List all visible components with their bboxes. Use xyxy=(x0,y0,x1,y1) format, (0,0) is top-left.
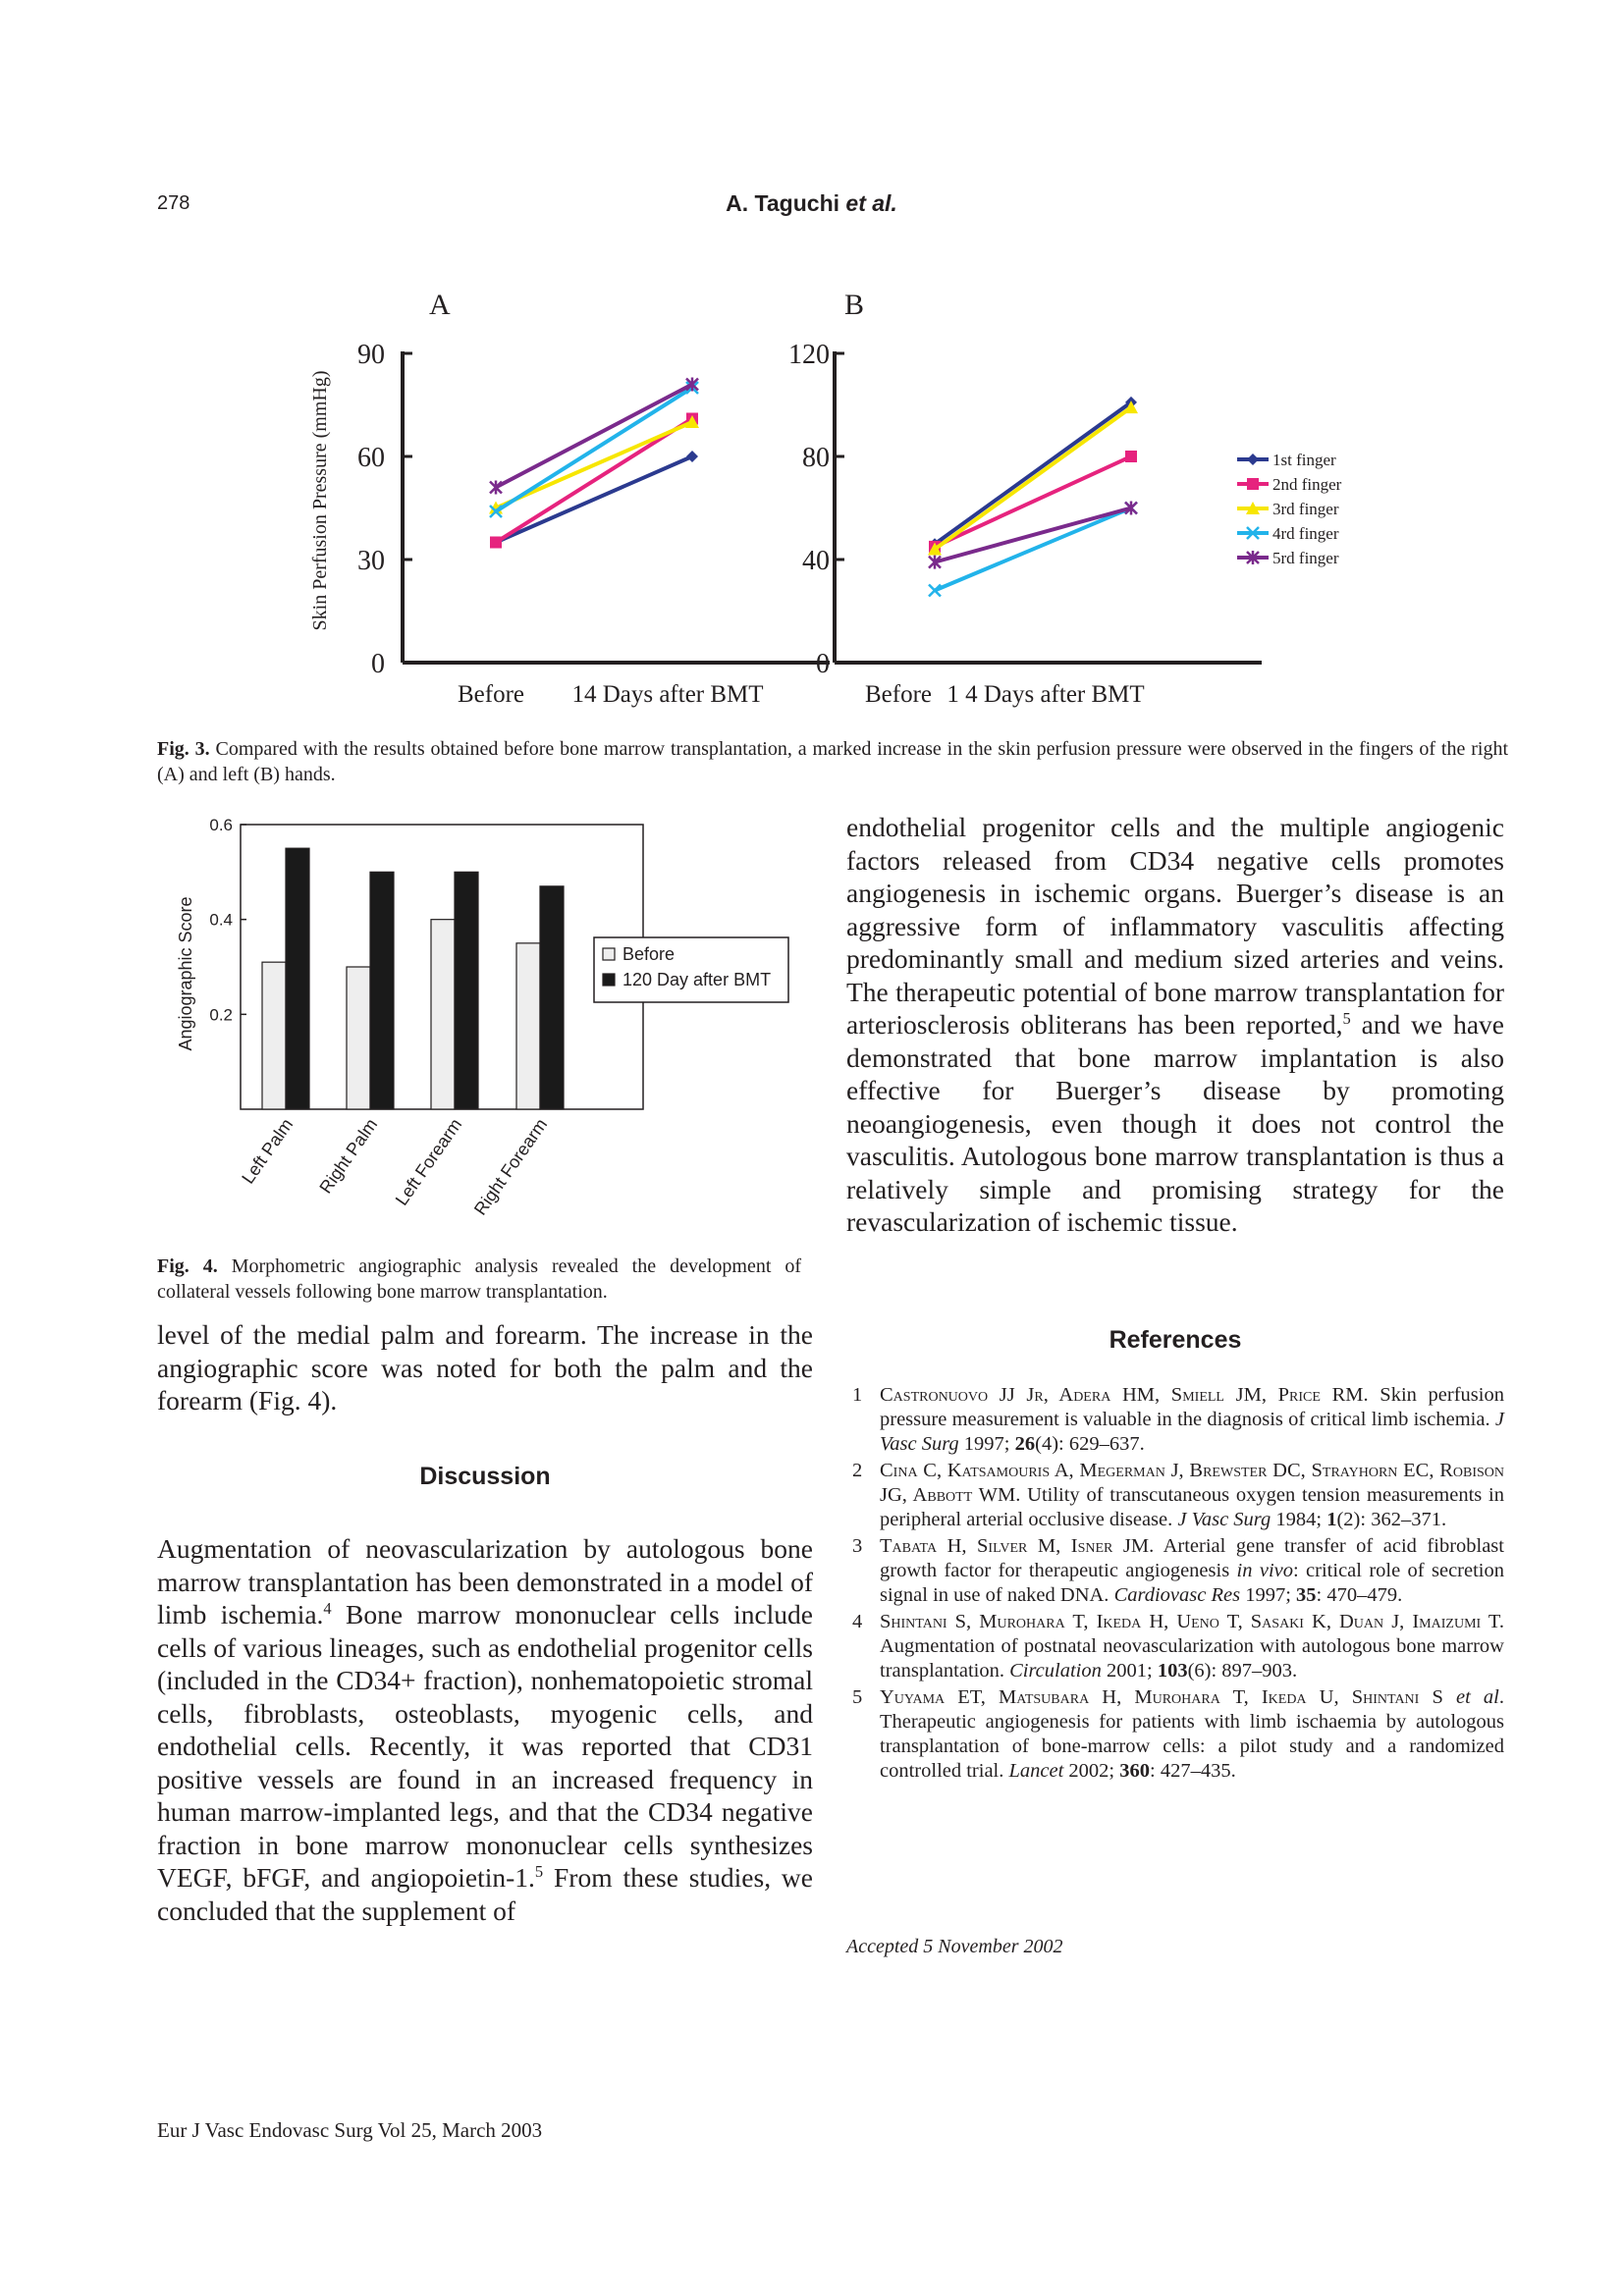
reference-pages: (6): 897–903. xyxy=(1187,1660,1298,1682)
right-text-1: endothelial progenitor cells and the multiple angiogenic factors released from CD34 negative cells promotes angiogenesis in ischemic organs. Buerger’s disease is an aggressive form of inflammatory vasculitis affecting predominantly small and medium sized arteries and veins. The therapeutic potential of bone marrow transplantation for arteriosclerosis obliterans has been reported, xyxy=(846,812,1504,1040)
legend-marker xyxy=(1247,454,1259,465)
reference-journal: Lancet xyxy=(1008,1760,1064,1782)
body-paragraph-results-end: level of the medial palm and forearm. The increase in the angiographic score was noted for both the palm and the forearm (Fig. 4). xyxy=(157,1319,813,1415)
y-tick-label: 120 xyxy=(788,340,830,370)
reference-item xyxy=(852,1383,1504,1457)
reference-volume: 26 xyxy=(1014,1433,1036,1455)
x-category-label: Before xyxy=(457,681,525,708)
reference-title: Augmentation of postnatal neovascularization with autologous bone marrow transplantation. xyxy=(880,1635,1504,1682)
reference-journal: J Vasc Surg xyxy=(880,1409,1504,1455)
discussion-text-1: Augmentation of neovascularization by autologous bone marrow transplantation has been demonstrated in a model of limb ischemia. xyxy=(157,1533,813,1629)
reference-pages: : 427–435. xyxy=(1150,1760,1236,1782)
legend-label: 3rd finger xyxy=(1272,500,1339,518)
reference-title: : critical role of secretion signal in use of naked DNA. xyxy=(880,1560,1504,1606)
legend-marker xyxy=(1247,478,1259,490)
legend-label: 1st finger xyxy=(1272,451,1336,469)
reference-year: 2001; xyxy=(1101,1660,1158,1682)
reference-year: 1997; xyxy=(1240,1584,1297,1606)
accepted-date: Accepted 5 November 2002 xyxy=(846,1936,1063,1957)
reference-item xyxy=(852,1685,1504,1784)
data-point-marker xyxy=(1125,451,1137,462)
fig3-legend xyxy=(1237,451,1342,567)
reference-journal: J Vasc Surg xyxy=(1177,1509,1271,1530)
y-tick-label: 0.6 xyxy=(209,816,233,834)
reference-number: 5 xyxy=(852,1686,863,1708)
figure-3-caption xyxy=(157,736,1508,787)
reference-authors: Cina C, Katsamouris A, Megerman J, Brewster DC, Strayhorn EC, Robison JG, Abbott WM. xyxy=(880,1460,1504,1506)
journal-footer: Eur J Vasc Endovasc Surg Vol 25, March 2003 xyxy=(157,2118,543,2142)
y-tick-label: 40 xyxy=(802,546,830,576)
fig4-plot xyxy=(209,816,643,1219)
reference-title-italic: in vivo xyxy=(1236,1560,1293,1581)
series-line xyxy=(935,402,1131,544)
page-number: 278 xyxy=(157,192,190,214)
reference-number: 2 xyxy=(852,1460,863,1481)
bar xyxy=(370,872,394,1109)
legend-swatch xyxy=(603,974,615,986)
reference-volume: 360 xyxy=(1119,1760,1150,1782)
reference-etal: et al xyxy=(1442,1686,1499,1708)
reference-item xyxy=(852,1459,1504,1532)
discussion-heading: Discussion xyxy=(419,1463,551,1490)
reference-volume: 35 xyxy=(1296,1584,1317,1606)
series-line xyxy=(935,407,1131,549)
reference-pages: : 470–479. xyxy=(1316,1584,1403,1606)
reference-title: . Therapeutic angiogenesis for patients with limb ischaemia by autologous transplantation of bone-marrow cells: a pilot study and a randomized controlled trial. xyxy=(880,1686,1504,1782)
panel-a-label: A xyxy=(429,289,451,321)
reference-title-pre: Arterial gene transfer of acid fibroblast growth factor for therapeutic angiogenesis xyxy=(880,1535,1504,1581)
y-tick-label: 0.2 xyxy=(209,1005,233,1025)
reference-item xyxy=(852,1534,1504,1608)
y-tick-label: 30 xyxy=(357,546,385,576)
x-category-label: Right Forearm xyxy=(469,1114,552,1219)
reference-number: 1 xyxy=(852,1384,863,1406)
bar xyxy=(262,962,286,1109)
reference-authors: Castronuovo JJ Jr, Adera HM, Smiell JM, Price RM. xyxy=(880,1384,1369,1406)
citation-5b: 5 xyxy=(1342,1008,1351,1028)
fig4-caption-text: Morphometric angiographic analysis revealed the development of collateral vessels following bone marrow transplantation. xyxy=(157,1255,802,1303)
body-paragraph-discussion xyxy=(157,1532,813,1927)
legend-swatch xyxy=(603,948,615,960)
panel-a-plot xyxy=(357,340,830,708)
fig4-legend xyxy=(594,937,788,1002)
reference-number: 3 xyxy=(852,1535,863,1557)
reference-volume: 1 xyxy=(1326,1509,1337,1530)
citation-5: 5 xyxy=(534,1861,544,1881)
references-heading: References xyxy=(1109,1326,1242,1354)
reference-title: Utility of transcutaneous oxygen tension measurements in peripheral arterial occlusive disease. xyxy=(880,1484,1504,1530)
data-point-marker xyxy=(490,537,502,549)
series-line xyxy=(935,508,1131,591)
reference-title: Skin perfusion pressure measurement is valuable in the diagnosis of critical limb ischemia. xyxy=(880,1384,1504,1430)
legend-label: 5rd finger xyxy=(1272,549,1339,567)
reference-volume: 103 xyxy=(1157,1660,1188,1682)
bar xyxy=(431,920,455,1109)
series-line xyxy=(496,456,692,543)
legend-label: 4rd finger xyxy=(1272,524,1339,543)
bar xyxy=(347,967,370,1109)
legend-label: 2nd finger xyxy=(1272,475,1342,494)
panel-b-label: B xyxy=(844,289,865,321)
right-text-2: and we have demonstrated that bone marrow implantation is also effective for Buerger’s disease by promoting neoangiogenesis, even though it does not control the vasculitis. Autologous bone marrow transplantation is thus a relatively simple and promising strategy for the revascularization of ischemic tissue. xyxy=(846,1009,1504,1237)
bar xyxy=(455,872,478,1109)
citation-4: 4 xyxy=(323,1598,332,1618)
figure-3-line-chart xyxy=(295,280,1375,721)
x-category-label: Right Palm xyxy=(315,1114,382,1198)
y-tick-label: 0.4 xyxy=(209,910,233,930)
x-category-label: Left Forearm xyxy=(391,1114,466,1209)
legend-label: Before xyxy=(622,944,676,964)
reference-authors: Tabata H, Silver M, Isner JM. xyxy=(880,1535,1155,1557)
fig3-caption-text: Compared with the results obtained before bone marrow transplantation, a marked increase in the skin perfusion pressure were observed in the fingers of the right (A) and left (B) hands. xyxy=(157,738,1509,785)
discussion-text-2: Bone marrow mononuclear cells include cells of various lineages, such as endothelial progenitor cells (included in the CD34+ fraction), nonhematopoietic stromal cells, fibroblasts, osteoblasts, myogenic cells, and endothelial cells. Recently, it was reported that CD31 positive vessels are found in an increased frequency in human marrow-implanted legs, and that the CD34 negative fraction in bone marrow mononuclear cells synthesizes VEGF, bFGF, and angiopoietin-1. xyxy=(157,1599,813,1893)
y-tick-label: 0 xyxy=(371,649,385,679)
reference-year: 1997; xyxy=(958,1433,1015,1455)
running-header-author: A. Taguchi xyxy=(726,190,840,216)
fig4-caption-label: Fig. 4. xyxy=(157,1255,218,1277)
discussion-text-3: From these studies, we concluded that the supplement of xyxy=(157,1862,813,1926)
reference-journal: Circulation xyxy=(1009,1660,1102,1682)
fig4-y-axis-label: Angiographic Score xyxy=(176,896,195,1051)
bar xyxy=(286,848,309,1109)
x-category-label: 1 4 Days after BMT xyxy=(947,681,1145,708)
data-point-marker xyxy=(686,451,698,462)
y-tick-label: 90 xyxy=(357,340,385,370)
x-category-label: Before xyxy=(864,681,933,708)
fig3-y-axis-label: Skin Perfusion Pressure (mmHg) xyxy=(309,370,331,631)
body-paragraph-right xyxy=(846,811,1504,1239)
bar xyxy=(540,886,564,1109)
y-tick-label: 80 xyxy=(802,443,830,473)
legend-label: 120 Day after BMT xyxy=(622,970,772,989)
reference-item xyxy=(852,1610,1504,1683)
figure-4-caption xyxy=(157,1254,801,1305)
reference-authors: Yuyama ET, Matsubara H, Murohara T, Ikeda U, Shintani S xyxy=(880,1686,1443,1708)
reference-pages: (4): 629–637. xyxy=(1035,1433,1145,1455)
reference-number: 4 xyxy=(852,1611,863,1632)
x-category-label: 14 Days after BMT xyxy=(571,681,764,708)
fig3-caption-label: Fig. 3. xyxy=(157,738,210,760)
reference-year: 1984; xyxy=(1271,1509,1327,1530)
running-header xyxy=(0,190,1623,217)
bar xyxy=(516,943,540,1109)
panel-b-plot xyxy=(788,340,1262,708)
reference-year: 2002; xyxy=(1063,1760,1120,1782)
reference-list xyxy=(852,1383,1504,1786)
reference-pages: (2): 362–371. xyxy=(1336,1509,1447,1530)
reference-journal: Cardiovasc Res xyxy=(1113,1584,1241,1606)
figure-4-bar-chart xyxy=(157,805,805,1247)
x-category-label: Left Palm xyxy=(238,1114,298,1188)
reference-authors: Shintani S, Murohara T, Ikeda H, Ueno T, Sasaki K, Duan J, Imaizumi T. xyxy=(880,1611,1504,1632)
y-tick-label: 0 xyxy=(816,649,830,679)
series-line xyxy=(496,388,692,511)
running-header-etal: et al. xyxy=(845,190,897,216)
y-tick-label: 60 xyxy=(357,443,385,473)
